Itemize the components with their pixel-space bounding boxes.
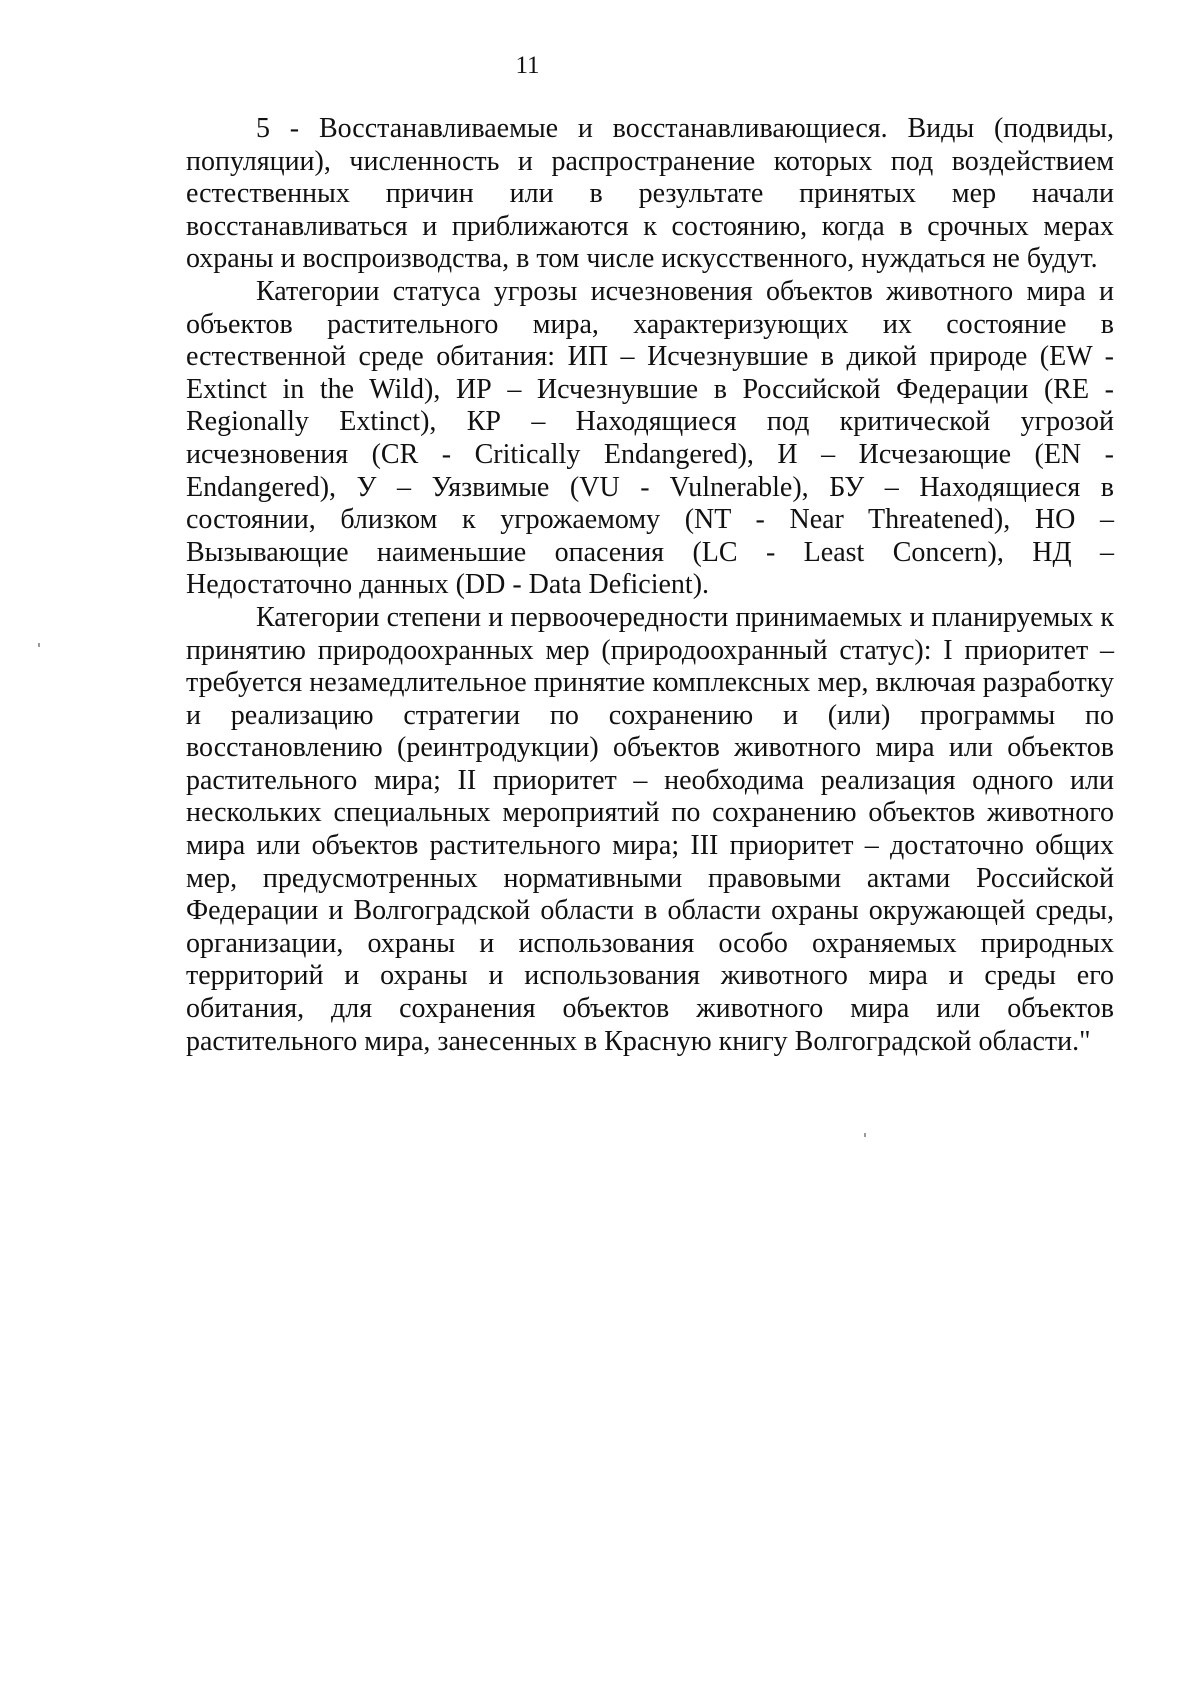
paragraph-conservation-priority-categories: Категории степени и первоочередности принимаемых и планируемых к принятию природоохранных мер (природоохранный статус): I приоритет – требуется незамедлительное принятие комплексных мер, включая разработку и реализацию стратегии по сохранению и (или) программы по восстановлению (реинтродукции) объектов животного мира или объектов растительного мира; II приоритет – необходима реализация одного или нескольких специальных мероприятий по сохранению объектов животного мира или объектов растительного мира; III приоритет – достаточно общих мер, предусмотренных нормативными правовыми актами Российской Федерации и Волгоградской области в области охраны окружающей среды, организации, охраны и использования особо охраняемых природных территорий и охраны и использования животного мира и среды его обитания, для сохранения объектов животного мира или объектов растительного мира, занесенных в Красную книгу Волгоградской области." <box>186 601 1114 1057</box>
page-number: 11 <box>515 52 540 79</box>
paragraph-recovering-category: 5 - Восстанавливаемые и восстанавливающиеся. Виды (подвиды, популяции), численность и распространение которых под воздействием естественных причин или в результате принятых мер начали восстанавливаться и приближаются к состоянию, когда в срочных мерах охраны и воспроизводства, в том числе искусственного, нуждаться не будут. <box>186 113 1114 275</box>
document-body <box>186 113 1114 1058</box>
paragraph-threat-status-categories: Категории статуса угрозы исчезновения объектов животного мира и объектов растительного мира, характеризующих их состояние в естественной среде обитания: ИП – Исчезнувшие в дикой природе (EW - Extinct in the Wild), ИР – Исчезнувшие в Российской Федерации (RE - Regionally Extinct), КР – Находящиеся под критической угрозой исчезновения (CR - Critically Endangered), И – Исчезающие (EN - Endangered), У – Уязвимые (VU - Vulnerable), БУ – Находящиеся в состоянии, близком к угрожаемому (NT - Near Threatened), НО – Вызывающие наименьшие опасения (LC - Least Concern), НД – Недостаточно данных (DD - Data Deficient). <box>186 275 1114 601</box>
scan-speck-right <box>864 1133 866 1137</box>
scan-speck-left <box>38 643 40 647</box>
